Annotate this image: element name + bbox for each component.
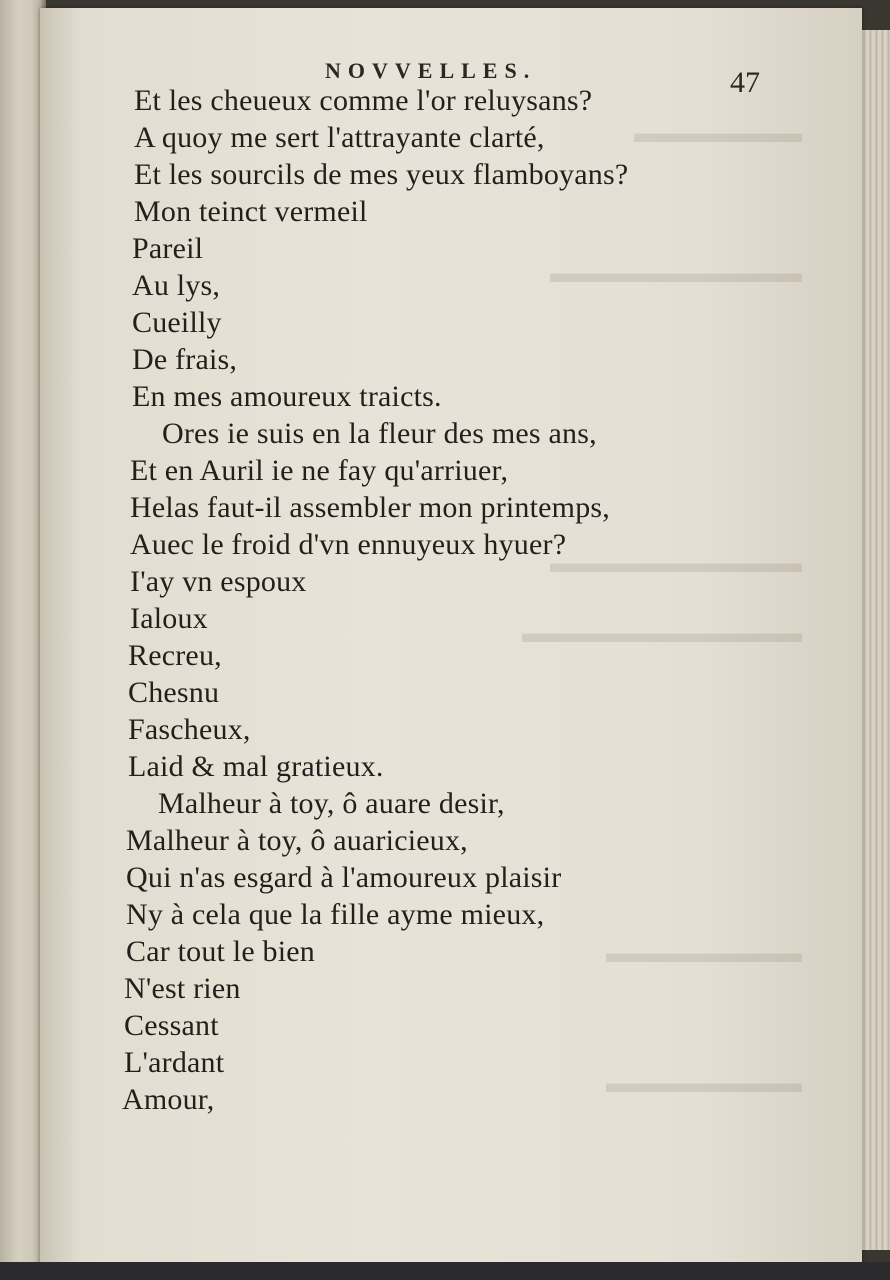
running-title: NOVVELLES.: [325, 58, 537, 83]
verse-line: Malheur à toy, ô auaricieux,: [126, 824, 468, 857]
verse-line: Auec le froid d'vn ennuyeux hyuer?: [130, 528, 567, 561]
verse-line: A quoy me sert l'attrayante clarté,: [134, 121, 545, 154]
verse-line: I'ay vn espoux: [130, 565, 307, 598]
show-through-mark: ▬▬▬▬▬▬▬▬▬: [550, 258, 802, 289]
verse-line: Cueilly: [132, 306, 222, 339]
show-through-mark: ▬▬▬▬▬▬▬▬▬▬: [522, 618, 802, 649]
verse-line: Au lys,: [132, 269, 221, 302]
page-edges-stack: [860, 30, 890, 1250]
verse-line: Pareil: [132, 232, 204, 265]
verse-line: N'est rien: [124, 972, 241, 1005]
verse-line: En mes amoureux traicts.: [132, 380, 442, 413]
verse-line: Ny à cela que la fille ayme mieux,: [126, 898, 545, 931]
show-through-mark: ▬▬▬▬▬▬▬: [606, 938, 802, 969]
verse-line: Cessant: [124, 1009, 219, 1042]
page-number: 47: [730, 66, 760, 99]
verse-line: Et en Auril ie ne fay qu'arriuer,: [130, 454, 509, 487]
verse-line: L'ardant: [124, 1046, 225, 1079]
verse-line: Amour,: [122, 1083, 215, 1116]
verse-line: Chesnu: [128, 676, 220, 709]
verse-line: Et les sourcils de mes yeux flamboyans?: [134, 158, 629, 191]
verse-line: Car tout le bien: [126, 935, 315, 968]
show-through-mark: ▬▬▬▬▬▬: [634, 118, 802, 149]
book-cover-edge: [0, 1262, 890, 1280]
verse-line: Ores ie suis en la fleur des mes ans,: [162, 417, 597, 450]
show-through-mark: ▬▬▬▬▬▬▬▬▬: [550, 548, 802, 579]
verse-line: De frais,: [132, 343, 238, 376]
verse-line: Qui n'as esgard à l'amoureux plaisir: [126, 861, 562, 894]
verse-line: Ialoux: [130, 602, 208, 635]
show-through-mark: ▬▬▬▬▬▬▬: [606, 1068, 802, 1099]
verse-line: Malheur à toy, ô auare desir,: [158, 787, 505, 820]
verse-line: Fascheux,: [128, 713, 251, 746]
verse-line: Laid & mal gratieux.: [128, 750, 384, 783]
verse-line: Helas faut-il assembler mon printemps,: [130, 491, 610, 524]
book-page: [40, 8, 862, 1266]
verse-line: Mon teinct vermeil: [134, 195, 368, 228]
verse-line: Recreu,: [128, 639, 222, 672]
verse-line: Et les cheueux comme l'or reluysans?: [134, 84, 593, 117]
